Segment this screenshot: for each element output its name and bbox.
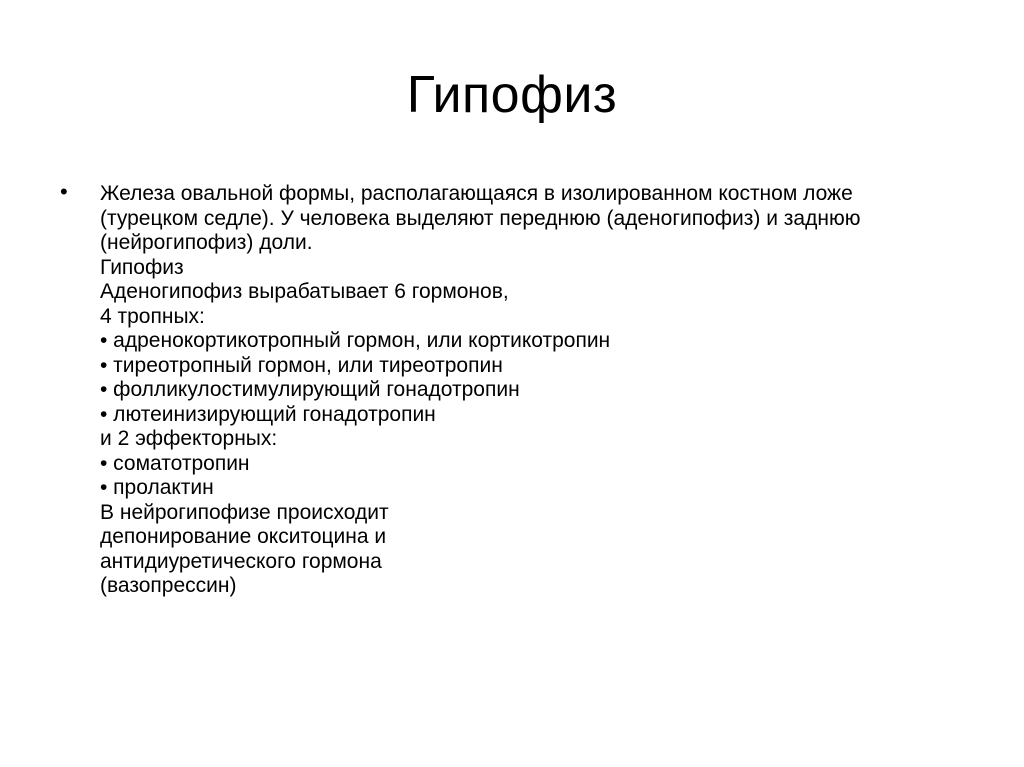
slide-title: Гипофиз: [406, 66, 618, 124]
body-line: и 2 эффекторных:: [100, 427, 278, 450]
hormone-list-item: • соматотропин: [100, 451, 250, 475]
body-line: антидиуретического гормона: [100, 549, 382, 573]
body-line: Гипофиз: [100, 255, 184, 279]
body-line: 4 тропных:: [100, 304, 205, 328]
hormone-list-item: • фолликулостимулирующий гонадотропин: [100, 378, 520, 401]
body-line: депонирование окситоцина и: [100, 525, 387, 548]
hormone-list-item: • адренокортикотропный гормон, или кортикотропин: [100, 329, 611, 352]
hormone-list-item: • пролактин: [100, 476, 214, 499]
body-line: (турецком седле). У человека выделяют переднюю (аденогипофиз) и заднюю: [100, 206, 861, 230]
slide-body: [100, 182, 980, 599]
body-line: В нейрогипофизе происходит: [100, 500, 389, 524]
bullet-marker: •: [60, 179, 68, 204]
hormone-list-item: • лютеинизирующий гонадотропин: [100, 402, 436, 426]
body-line: (нейрогипофиз) доли.: [100, 231, 313, 254]
body-line: Железа овальной формы, располагающаяся в изолированном костном ложе: [100, 182, 853, 205]
body-line: Аденогипофиз вырабатывает 6 гормонов,: [100, 280, 509, 303]
hormone-list-item: • тиреотропный гормон, или тиреотропин: [100, 353, 503, 377]
body-line: (вазопрессин): [100, 574, 237, 597]
